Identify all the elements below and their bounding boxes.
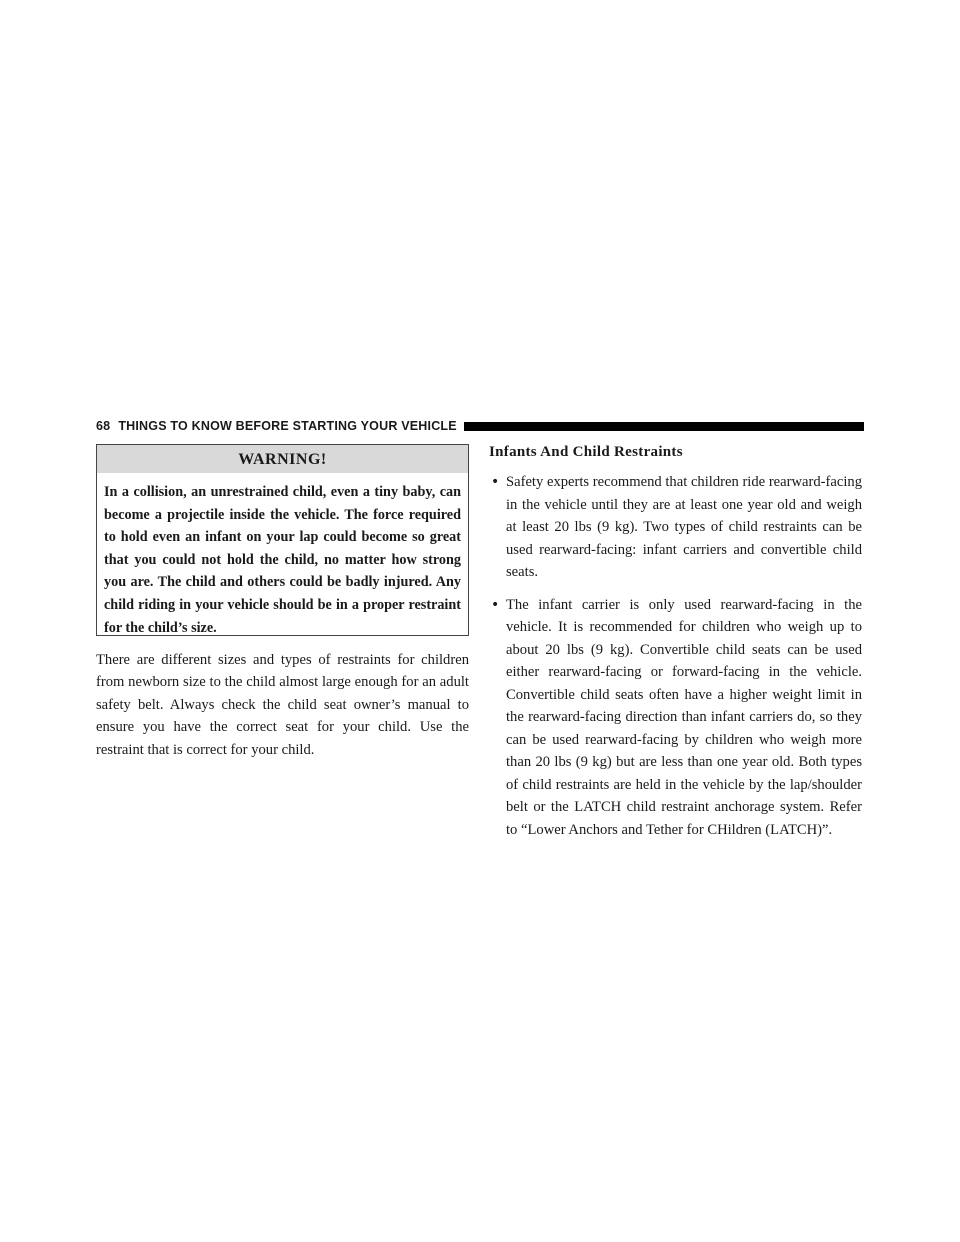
- section-title: THINGS TO KNOW BEFORE STARTING YOUR VEHICLE: [118, 419, 457, 433]
- page-header: [96, 418, 864, 434]
- header-rule: [464, 422, 864, 431]
- bullet-icon: •: [491, 596, 500, 613]
- warning-text: In a collision, an unrestrained child, even a tiny baby, can become a projectile inside the vehicle. The force required to hold even an infant on your lap could become so great that you could not hold the child, no matter how strong you are. The child and others could be badly injured. Any child riding in your vehicle should be in a proper restraint for the child’s size.: [104, 484, 461, 636]
- intro-paragraph: There are different sizes and types of restraints for children from newborn size to the child almost large enough for an adult safety belt. Always check the child seat owner’s manual to ensure you have the correct seat for your child. Use the restraint that is correct for your child.: [96, 652, 469, 758]
- page-number: 68: [96, 419, 111, 433]
- list-item: [489, 471, 862, 584]
- section-heading: Infants And Child Restraints: [489, 444, 683, 460]
- bullet-list: [489, 471, 862, 841]
- list-item: [489, 594, 862, 842]
- warning-title: WARNING!: [97, 445, 468, 473]
- warning-box: [96, 444, 469, 636]
- bullet-text: Safety experts recommend that children ride rearward-facing in the vehicle until they are at least one year old and weigh at least 20 lbs (9 kg). Two types of child restraints can be used rearward-facing: infant carriers and convertible child seats.: [506, 474, 862, 580]
- infants-section: [489, 441, 862, 851]
- bullet-text: The infant carrier is only used rearward-facing in the vehicle. It is recommended for children who weigh up to about 20 lbs (9 kg). Convertible child seats can be used either rearward-facing or forward-facing in the vehicle. Convertible child seats often have a higher weight limit in the rearward-facing direction than infant carriers do, so they can be used rearward-facing by children who weigh more than 20 lbs (9 kg) but are less than one year old. Both types of child restraints are held in the vehicle by the lap/shoulder belt or the LATCH child restraint anchorage system. Refer to “Lower Anchors and Tether for CHildren (LATCH)”.: [506, 596, 862, 838]
- bullet-icon: •: [491, 474, 500, 490]
